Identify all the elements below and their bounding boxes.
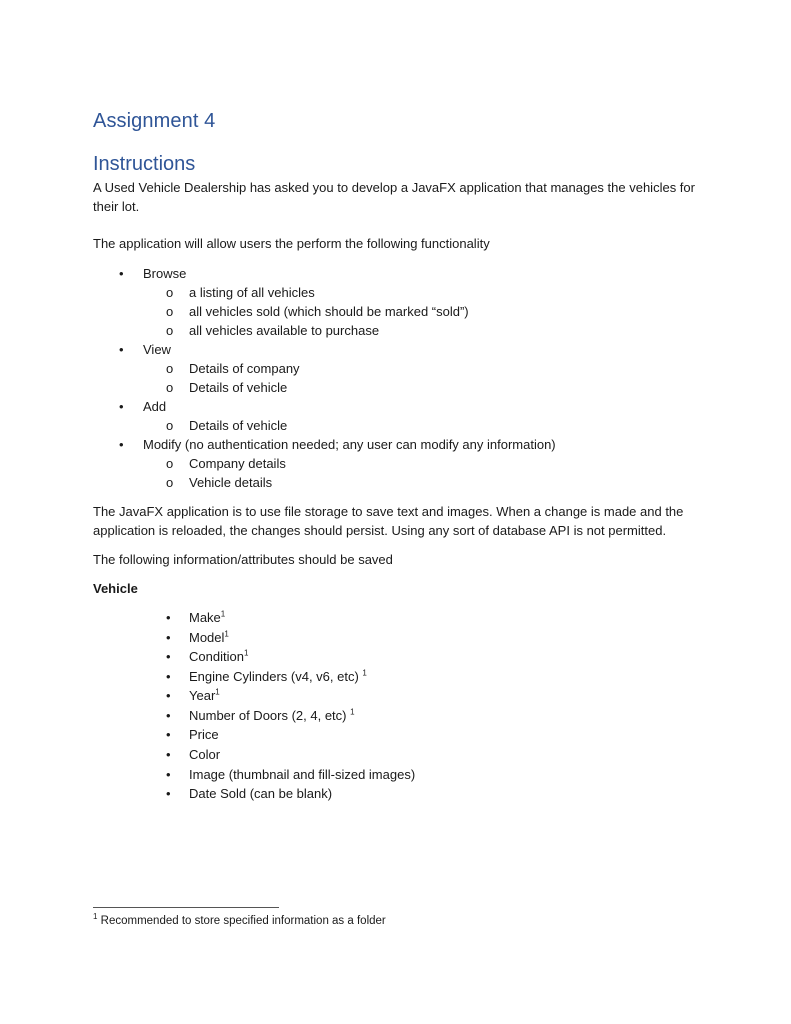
function-item-view: View (143, 342, 171, 357)
attributes-intro: The following information/attributes should be saved (93, 552, 393, 567)
attribute-item (189, 608, 225, 627)
footnote-text: Recommended to store specified information as a folder (97, 915, 386, 927)
footnote-ref: 1 (243, 648, 249, 658)
sub-bullet-icon: o (166, 380, 174, 395)
sub-bullet-icon: o (166, 304, 174, 319)
view-subitem: Details of company (189, 361, 300, 376)
attribute-text: Image (thumbnail and fill-sized images) (189, 767, 416, 782)
bullet-icon: • (119, 342, 124, 357)
modify-subitem: Company details (189, 456, 286, 471)
footnote-ref: 1 (350, 707, 355, 717)
instructions-heading: Instructions (93, 153, 196, 175)
bullet-icon: • (166, 708, 171, 723)
bullet-icon: • (119, 266, 124, 281)
attribute-item (189, 745, 220, 764)
footnote-ref: 1 (215, 687, 220, 697)
attribute-item (189, 765, 415, 784)
attribute-item (189, 725, 219, 744)
attribute-item (189, 686, 220, 705)
bullet-icon: • (166, 747, 171, 762)
attribute-text: Condition (189, 649, 244, 664)
add-subitem: Details of vehicle (189, 418, 288, 433)
footnote-ref: 1 (220, 609, 226, 619)
attribute-item (189, 628, 229, 647)
view-subitem: Details of vehicle (189, 380, 288, 395)
sub-bullet-icon: o (166, 323, 174, 338)
function-item-modify: Modify (no authentication needed; any user can modify any information) (143, 437, 556, 452)
attribute-text: Model (189, 630, 225, 645)
attribute-text: Engine Cylinders (v4, v6, etc) (189, 669, 363, 684)
bullet-icon: • (166, 669, 171, 684)
bullet-icon: • (166, 786, 171, 801)
bullet-icon: • (166, 649, 171, 664)
attribute-text: Number of Doors (2, 4, etc) (189, 708, 351, 723)
browse-subitem: a listing of all vehicles (189, 285, 315, 300)
browse-subitem: all vehicles available to purchase (189, 323, 380, 338)
sub-bullet-icon: o (166, 475, 174, 490)
attribute-text: Make (189, 610, 221, 625)
attribute-item (189, 647, 248, 666)
bullet-icon: • (166, 610, 171, 625)
attribute-text: Date Sold (can be blank) (189, 786, 333, 801)
bullet-icon: • (166, 688, 171, 703)
footnote-mark: 1 (93, 912, 98, 922)
sub-bullet-icon: o (166, 456, 174, 471)
attribute-item (189, 667, 367, 686)
bullet-icon: • (119, 437, 124, 452)
footnote-separator (93, 907, 279, 908)
function-item-add: Add (143, 399, 167, 414)
bullet-icon: • (166, 630, 171, 645)
attribute-item (189, 706, 355, 725)
browse-subitem: all vehicles sold (which should be marked “sold”) (189, 304, 469, 319)
functionality-intro: The application will allow users the perform the following functionality (93, 236, 490, 251)
attribute-item (189, 784, 332, 803)
function-item-browse: Browse (143, 266, 187, 281)
sub-bullet-icon: o (166, 418, 174, 433)
storage-paragraph: The JavaFX application is to use file storage to save text and images. When a change is made and the application is reloaded, the changes should persist. Using any sort of database API is not permitted. (93, 504, 684, 538)
assignment-title: Assignment 4 (93, 110, 216, 132)
bullet-icon: • (119, 399, 124, 414)
sub-bullet-icon: o (166, 361, 174, 376)
footnote-ref: 1 (362, 668, 367, 678)
attribute-text: Color (189, 747, 221, 762)
footnote (93, 912, 386, 927)
sub-bullet-icon: o (166, 285, 174, 300)
intro-paragraph: A Used Vehicle Dealership has asked you to develop a JavaFX application that manages the vehicles for their lot. (93, 180, 695, 214)
bullet-icon: • (166, 767, 171, 782)
vehicle-heading: Vehicle (93, 581, 138, 596)
modify-subitem: Vehicle details (189, 475, 273, 490)
attribute-text: Price (189, 727, 219, 742)
bullet-icon: • (166, 727, 171, 742)
attribute-text: Year (189, 688, 216, 703)
footnote-ref: 1 (224, 629, 229, 639)
